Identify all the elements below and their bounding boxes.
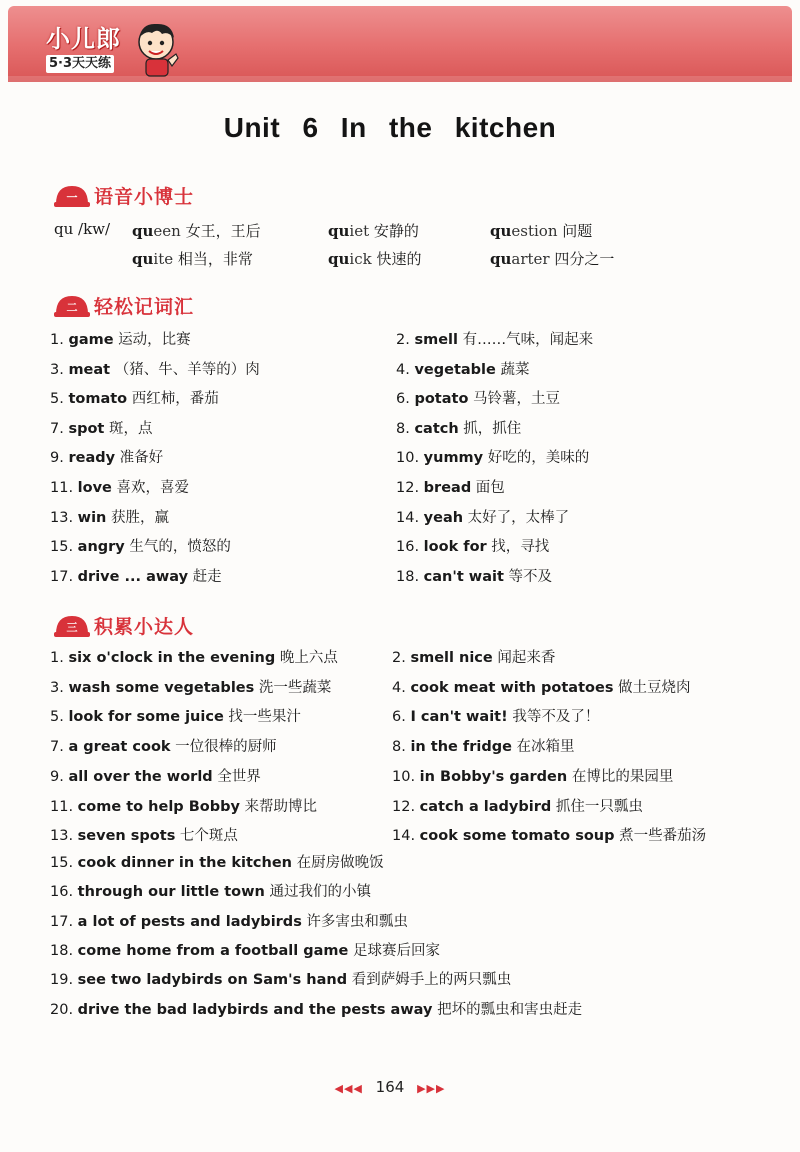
item-chinese: （猪、牛、羊等的）肉 [110, 361, 260, 378]
mascot-icon [132, 20, 182, 78]
section-title: 积累小达人 [94, 615, 195, 638]
page-title: Unit 6 In the kitchen [223, 112, 557, 143]
item-english: ready [68, 450, 116, 467]
list-item [50, 478, 189, 498]
item-english: vegetable [414, 361, 496, 378]
item-chinese: 找，寻找 [486, 539, 550, 556]
item-chinese: 洗一些蔬菜 [254, 679, 332, 696]
item-chinese: 面包 [471, 480, 505, 496]
item-chinese: 许多害虫和瓢虫 [301, 913, 408, 930]
item-english: win [77, 509, 107, 526]
item-number: 9. [50, 450, 69, 467]
svg-text:二: 二 [66, 301, 78, 314]
phonics-word: queen 女王，王后 [132, 222, 261, 240]
list-item [396, 448, 589, 468]
section-number: 一 [66, 191, 78, 204]
item-chinese: 在厨房做晚饭 [292, 855, 384, 872]
list-item [50, 797, 317, 817]
item-english: tomato [68, 391, 128, 408]
item-english: can't wait [423, 568, 504, 585]
phonics-word: quiet 安静的 [328, 222, 419, 240]
series-name: 5·3天天练 [46, 55, 114, 73]
section-title: 轻松记词汇 [94, 295, 195, 318]
item-number: 20. [50, 1001, 78, 1018]
brand-logo [46, 26, 121, 73]
list-item [50, 678, 331, 698]
item-number: 7. [50, 739, 69, 756]
list-item [396, 419, 521, 439]
item-number: 18. [50, 943, 78, 959]
item-number: 12. [396, 480, 424, 496]
list-item [50, 537, 231, 557]
section-badge-icon [54, 182, 90, 208]
item-number: 3. [50, 679, 69, 696]
list-item [396, 330, 593, 350]
item-number: 8. [396, 420, 415, 437]
list-item [50, 853, 384, 873]
item-chinese: 在冰箱里 [511, 739, 575, 756]
section-header-phrases [54, 610, 194, 640]
item-number: 14. [392, 828, 420, 845]
item-number: 2. [392, 650, 411, 666]
item-number: 10. [392, 768, 420, 785]
item-chinese: 等不及 [503, 568, 552, 585]
item-number: 19. [50, 972, 78, 989]
list-item [392, 737, 575, 757]
item-english: drive the bad ladybirds and the pests away [77, 1001, 433, 1018]
item-chinese: 把坏的瓢虫和害虫赶走 [432, 1001, 583, 1018]
item-chinese: 来帮助博比 [239, 798, 318, 815]
item-english: look for some juice [68, 709, 224, 726]
item-english: come to help Bobby [77, 798, 240, 815]
item-chinese: 足球赛后回家 [348, 943, 440, 959]
section-header-phonics [54, 180, 194, 210]
list-item [50, 707, 301, 727]
item-english: angry [77, 539, 125, 556]
list-item [50, 389, 219, 409]
list-item [50, 882, 371, 902]
item-number: 10. [396, 450, 424, 467]
item-number: 17. [50, 913, 78, 930]
list-item [50, 648, 338, 668]
list-item [396, 508, 569, 528]
list-item [50, 941, 440, 961]
item-english: spot [68, 420, 105, 437]
item-english: catch [414, 420, 459, 437]
item-english: in the fridge [410, 739, 512, 756]
item-number: 12. [392, 798, 420, 815]
item-english: potato [414, 391, 469, 408]
item-number: 1. [50, 650, 69, 666]
item-chinese: 准备好 [115, 450, 164, 467]
next-arrows-icon: ▶▶▶ [417, 1082, 446, 1095]
item-english: through our little town [77, 884, 265, 901]
item-english: drive ... away [77, 568, 189, 585]
item-chinese: 通过我们的小镇 [264, 884, 371, 901]
list-item [50, 767, 261, 787]
section-title: 语音小博士 [94, 185, 195, 208]
list-item [50, 826, 238, 846]
page-footer [0, 1078, 780, 1096]
item-chinese: 闻起来香 [492, 650, 556, 666]
list-item [50, 1000, 582, 1020]
list-item [396, 567, 552, 587]
item-english: a lot of pests and ladybirds [77, 913, 302, 930]
item-number: 14. [396, 509, 424, 526]
list-item [392, 826, 706, 846]
item-number: 4. [392, 679, 411, 696]
list-item [50, 912, 408, 932]
phonics-word: quite 相当，非常 [132, 250, 253, 268]
svg-text:三: 三 [66, 621, 78, 634]
item-english: six o'clock in the evening [68, 650, 276, 666]
item-number: 11. [50, 798, 78, 815]
item-number: 18. [396, 568, 424, 585]
item-number: 9. [50, 768, 69, 785]
list-item [396, 478, 505, 498]
list-item [50, 508, 169, 528]
list-item [392, 797, 643, 817]
list-item [396, 360, 529, 380]
item-chinese: 看到萨姆手上的两只瓢虫 [347, 972, 512, 989]
item-number: 13. [50, 828, 78, 845]
item-chinese: 一位很棒的厨师 [170, 739, 277, 756]
item-english: look for [423, 539, 487, 556]
list-item [50, 330, 191, 350]
item-number: 6. [396, 391, 415, 408]
item-chinese: 找一些果汁 [223, 709, 301, 726]
item-english: yummy [423, 450, 484, 467]
item-number: 16. [396, 539, 424, 556]
item-chinese: 煮一些番茄汤 [614, 828, 707, 845]
phonics-word: quick 快速的 [328, 250, 422, 268]
item-number: 7. [50, 420, 69, 437]
phonics-word: question 问题 [490, 222, 593, 240]
list-item [50, 448, 163, 468]
item-english: catch a ladybird [419, 798, 552, 815]
item-number: 15. [50, 539, 78, 556]
item-number: 8. [392, 739, 411, 756]
list-item [392, 767, 673, 787]
list-item [392, 707, 599, 727]
item-number: 5. [50, 391, 69, 408]
item-english: I can't wait! [410, 709, 508, 726]
item-number: 16. [50, 884, 78, 901]
item-english: game [68, 332, 114, 348]
item-chinese: 我等不及了！ [507, 709, 600, 726]
list-item [50, 737, 277, 757]
item-number: 5. [50, 709, 69, 726]
item-number: 13. [50, 509, 78, 526]
item-number: 3. [50, 361, 69, 378]
item-english: in Bobby's garden [419, 768, 568, 785]
phonics-rule: qu /kw/ [54, 220, 111, 238]
item-chinese: 赶走 [188, 568, 222, 585]
item-number: 6. [392, 709, 411, 726]
section-header-vocab [54, 290, 194, 320]
item-number: 17. [50, 568, 78, 585]
item-number: 4. [396, 361, 415, 378]
item-english: see two ladybirds on Sam's hand [77, 972, 348, 989]
page-number: 164 [375, 1078, 405, 1096]
list-item [50, 360, 260, 380]
brand-name: 小儿郎 [46, 25, 121, 53]
item-chinese: 生气的，愤怒的 [124, 539, 231, 556]
list-item [396, 389, 560, 409]
item-english: all over the world [68, 768, 213, 785]
section-badge-icon [54, 612, 90, 638]
list-item [392, 648, 555, 668]
list-item [392, 678, 691, 698]
item-chinese: 做土豆烧肉 [613, 679, 691, 696]
item-english: meat [68, 361, 111, 378]
item-english: cook some tomato soup [419, 828, 615, 845]
list-item [50, 419, 152, 439]
item-chinese: 太好了，太棒了 [463, 509, 570, 526]
item-english: wash some vegetables [68, 679, 255, 696]
item-number: 2. [396, 332, 415, 348]
item-english: seven spots [77, 828, 176, 845]
item-english: bread [423, 480, 472, 496]
phonics-word: quarter 四分之一 [490, 250, 615, 268]
item-chinese: 运动，比赛 [113, 332, 191, 348]
item-chinese: 晚上六点 [275, 650, 338, 666]
item-english: a great cook [68, 739, 171, 756]
item-chinese: 好吃的，美味的 [483, 450, 590, 467]
item-chinese: 七个斑点 [175, 828, 238, 845]
item-chinese: 在博比的果园里 [567, 768, 674, 785]
item-number: 1. [50, 332, 69, 348]
prev-arrows-icon: ◀◀◀ [334, 1082, 363, 1095]
item-chinese: 抓，抓住 [458, 420, 522, 437]
item-chinese: 抓住一只瓢虫 [551, 798, 643, 815]
item-english: yeah [423, 509, 464, 526]
item-chinese: 获胜，赢 [106, 509, 169, 526]
item-english: cook meat with potatoes [410, 679, 614, 696]
list-item [50, 970, 511, 990]
item-chinese: 全世界 [212, 768, 261, 785]
item-english: smell [414, 332, 458, 348]
item-chinese: 有……气味，闻起来 [457, 332, 594, 348]
item-chinese: 马铃薯，土豆 [468, 391, 561, 408]
item-number: 15. [50, 855, 78, 872]
list-item [396, 537, 549, 557]
item-english: cook dinner in the kitchen [77, 855, 293, 872]
item-chinese: 西红柿，番茄 [127, 391, 219, 408]
item-english: smell nice [410, 650, 493, 666]
item-chinese: 喜欢，喜爱 [111, 480, 189, 496]
item-chinese: 蔬菜 [495, 361, 530, 378]
item-english: come home from a football game [77, 943, 349, 959]
item-chinese: 斑，点 [104, 420, 153, 437]
section-badge-icon [54, 292, 90, 318]
item-number: 11. [50, 480, 78, 496]
header-band [8, 6, 792, 82]
list-item [50, 567, 222, 587]
item-english: love [77, 480, 112, 496]
